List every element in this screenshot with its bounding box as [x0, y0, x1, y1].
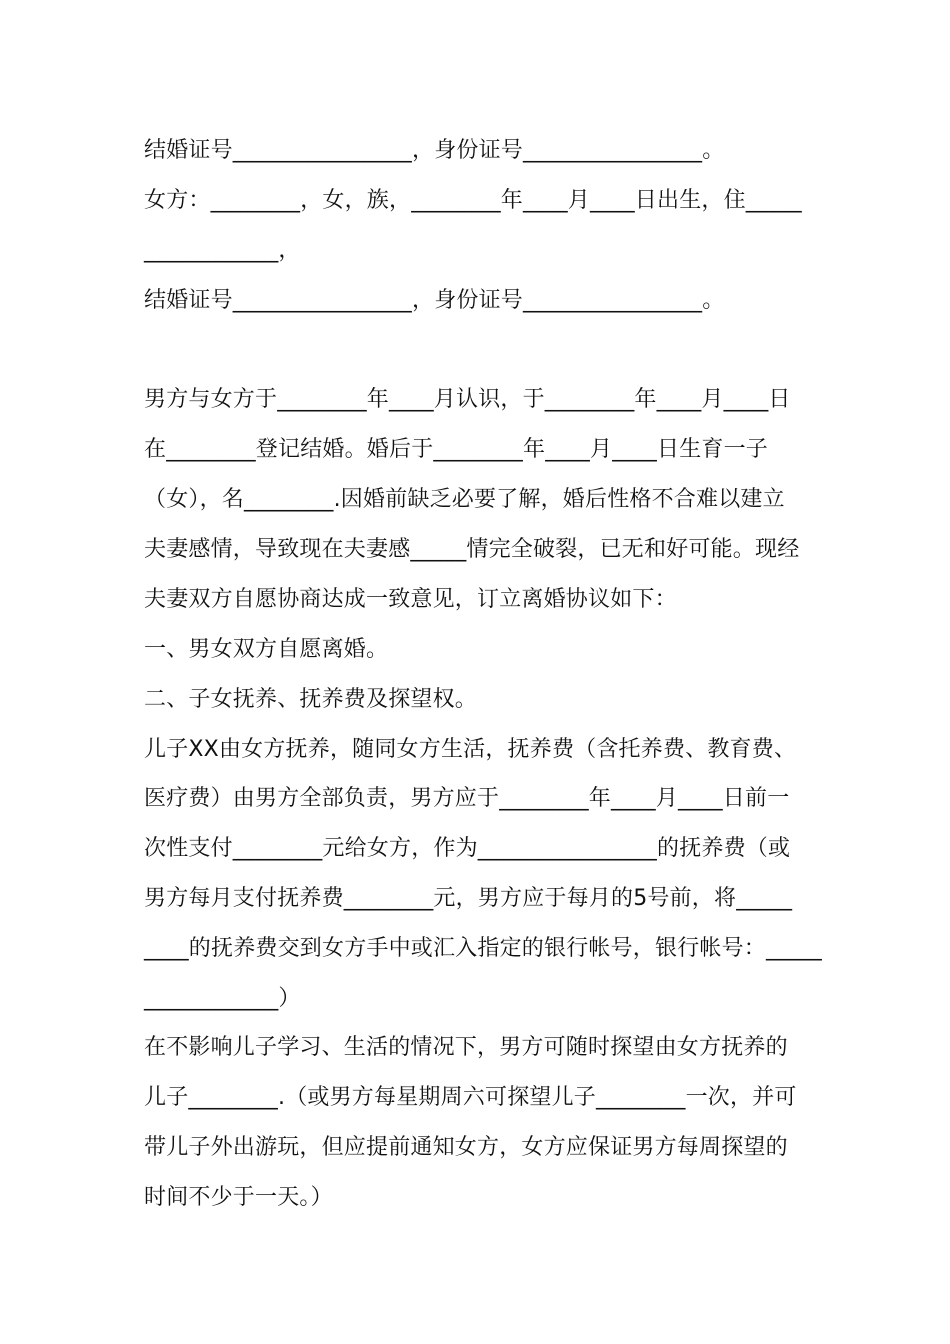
- text-line: 在________登记结婚。婚后于________年____月____日生育一子: [144, 437, 769, 462]
- text-line: 医疗费）由男方全部负责，男方应于________年____月____日前一: [144, 786, 790, 811]
- text-line: 时间不少于一天。）: [144, 1185, 333, 1210]
- text-line: 男方每月支付抚养费________元，男方应于每月的5号前，将_____: [144, 886, 793, 911]
- text-line: ____________，: [144, 238, 301, 263]
- text-line: 儿子XX由女方抚养，随同女方生活，抚养费（含托养费、教育费、: [144, 737, 797, 762]
- text-line: 男方与女方于________年____月认识，于________年____月____日: [144, 387, 791, 412]
- section-heading: 二、子女抚养、抚养费及探望权。: [144, 687, 478, 712]
- text-line: 在不影响儿子学习、生活的情况下，男方可随时探望由女方抚养的: [144, 1035, 788, 1060]
- text-line: 带儿子外出游玩，但应提前通知女方，女方应保证男方每周探望的: [144, 1135, 788, 1160]
- text-line: 次性支付________元给女方，作为________________的抚养费（或: [144, 836, 791, 861]
- section-heading: 一、男女双方自愿离婚。: [144, 637, 389, 662]
- text-line: 结婚证号________________，身份证号________________。: [144, 138, 725, 163]
- text-line: 夫妻感情，导致现在夫妻感_____情完全破裂，已无和好可能。现经: [144, 537, 800, 562]
- text-line: 夫妻双方自愿协商达成一致意见，订立离婚协议如下：: [144, 587, 677, 612]
- text-line: 儿子________.（或男方每星期周六可探望儿子________一次，并可: [144, 1085, 797, 1110]
- text-line: ____的抚养费交到女方手中或汇入指定的银行帐号，银行帐号：_____: [144, 936, 823, 961]
- text-line: 结婚证号________________，身份证号________________。: [144, 288, 725, 313]
- text-line: 女方：________，女，族，________年____月____日出生，住_____: [144, 188, 802, 213]
- text-line: （女），名________.因婚前缺乏必要了解，婚后性格不合难以建立: [144, 487, 785, 512]
- text-line: ____________）: [144, 986, 301, 1011]
